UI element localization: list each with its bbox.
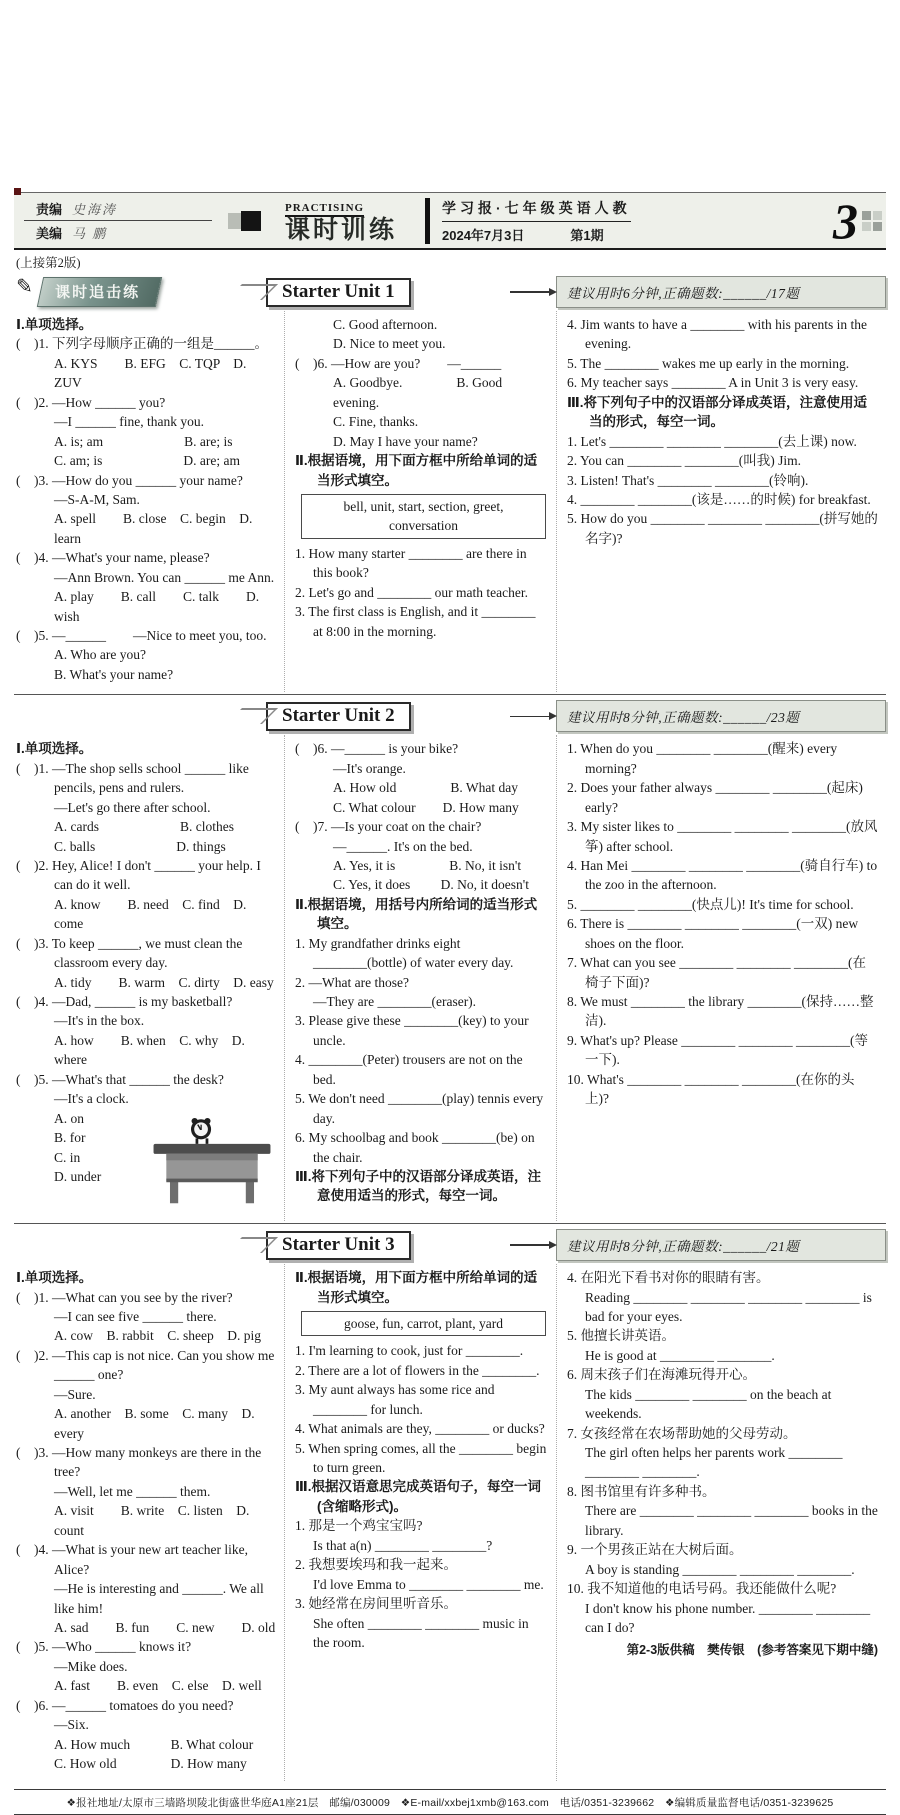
options-line: A. How old B. What day (333, 780, 518, 796)
fill-in-line: 5. The ________ wakes me up early in the morning. (567, 355, 850, 371)
unit3-column-2 (284, 1264, 556, 1781)
fill-in-line: I'd love Emma to ________ ________ me. (313, 1576, 544, 1592)
section-banner-unit-3: Starter Unit 3 (266, 1231, 411, 1260)
section-starter-unit-1 (14, 311, 886, 692)
fill-in-line: 9. 一个男孩正站在大树后面。 (567, 1542, 743, 1558)
options-line: A. tidy B. warm C. dirty D. easy (54, 974, 274, 990)
unit1-column-3 (556, 311, 886, 692)
answer-line: —Ann Brown. You can ______ me Ann. (54, 569, 275, 585)
pointer-arrow-icon (510, 1244, 550, 1246)
options-line: C. Yes, it does D. No, it doesn't (333, 877, 529, 893)
section-head-unit-2 (14, 694, 886, 735)
section-starter-unit-3 (14, 1264, 886, 1781)
answer-line: —I can see five ______ there. (54, 1308, 217, 1324)
options-line: C. Fine, thanks. (333, 414, 419, 430)
answer-line: —It's orange. (333, 760, 406, 776)
editors-block (18, 198, 218, 243)
fill-in-line: 3. Listen! That's ________ ________(铃响). (567, 472, 809, 488)
fill-in-line: 2. You can ________ ________(叫我) Jim. (567, 453, 802, 469)
options-line: A. cow B. rabbit C. sheep D. pig (54, 1328, 261, 1344)
page-content (14, 0, 886, 1815)
fill-in-line: The kids ________ ________ on the beach at weekends. (585, 1386, 835, 1422)
art-editor-name: 马 鹏 (72, 226, 108, 241)
fill-in-line: 8. We must ________ the library ________(保持……整洁). (567, 994, 874, 1029)
options-line: B. for (54, 1130, 86, 1146)
logo-squares-icon (228, 211, 261, 231)
question-line: ( )1. 下列字母顺序正确的一组是______。 (16, 336, 268, 352)
word-bank: bell, unit, start, section, greet, conversation (301, 494, 546, 539)
fill-in-line: The girl often helps her parents work ________ ________ ________. (585, 1445, 846, 1480)
fill-in-line: 2. —What are those? (295, 974, 409, 990)
options-line: C. balls D. things (54, 838, 226, 854)
fill-in-line: 6. 周末孩子们在海滩玩得开心。 (567, 1367, 756, 1383)
column-title-block (285, 198, 397, 243)
fill-in-line: 5. ________ ________(快点儿)! It's time for school. (567, 896, 854, 912)
fill-in-line: 10. What's ________ ________ ________(在你的头上)? (567, 1071, 855, 1107)
question-line: ( )3. To keep ______, we must clean the classroom every day. (16, 935, 246, 971)
answer-line: —Well, let me ______ them. (54, 1483, 211, 1499)
fill-in-line: 4. Jim wants to have a ________ with his parents in the evening. (567, 317, 871, 352)
question-line: ( )2. —This cap is not nice. Can you show me ______ one? (16, 1347, 278, 1383)
time-suggestion-box-unit-1: 建议用时6分钟,正确题数:______/17题 (556, 276, 886, 308)
exercise-heading: Ⅱ.根据语境，用下面方框中所给单词的适当形式填空。 (295, 453, 538, 488)
answer-line: —Let's go there after school. (54, 799, 211, 815)
answer-line: —S-A-M, Sam. (54, 491, 140, 507)
issue-row (442, 222, 631, 244)
banner-wrap (266, 1231, 556, 1260)
answer-line: —It's a clock. (54, 1091, 129, 1107)
credit-line: 第2-3版供稿 樊传银 (参考答案见下期中缝) (626, 1643, 878, 1658)
fill-in-line: I don't know his phone number. ________ ________ can I do? (585, 1600, 874, 1635)
fill-in-line: —They are ________(eraser). (313, 994, 477, 1009)
unit2-column-2 (284, 735, 556, 1221)
section-starter-unit-2 (14, 735, 886, 1221)
answer-line: —______. It's on the bed. (333, 838, 473, 854)
fill-in-line: 2. Does your father always ________ ________(起床) early? (567, 780, 867, 815)
exercise-heading: Ⅰ.单项选择。 (16, 1270, 93, 1286)
fill-in-line: 1. I'm learning to cook, just for ________. (295, 1343, 524, 1359)
fill-in-line: 8. 图书馆里有许多种书。 (567, 1483, 716, 1499)
question-line: ( )2. —How ______ you? (16, 394, 166, 410)
fill-in-line: 1. 那是一个鸡宝宝吗? (295, 1518, 423, 1534)
word-bank: goose, fun, carrot, plant, yard (301, 1311, 546, 1336)
answer-line: —Six. (54, 1717, 89, 1733)
question-line: ( )3. —How do you ______ your name? (16, 472, 243, 488)
fill-in-line: 3. Please give these ________(key) to your uncle. (295, 1013, 532, 1048)
pointer-arrow-icon (510, 716, 550, 718)
paper-title: 学习报·七年级英语人教 (442, 198, 631, 222)
options-line: A. sad B. fun C. new D. old (54, 1619, 276, 1635)
section-head-unit-3 (14, 1223, 886, 1264)
duty-editor-label: 责编 (36, 202, 63, 217)
fill-in-line: 1. Let's ________ ________ ________(去上课) now. (567, 433, 857, 449)
answer-line: —It's in the box. (54, 1013, 145, 1029)
unit1-column-1 (14, 311, 284, 692)
fill-in-line: She often ________ ________ music in the room. (313, 1615, 532, 1650)
fill-in-line: 6. My schoolbag and book ________(be) on the chair. (295, 1130, 538, 1165)
exercise-heading: Ⅲ.根据汉语意思完成英语句子，每空一词(含缩略形式)。 (295, 1479, 542, 1514)
exercise-heading: Ⅰ.单项选择。 (16, 317, 93, 332)
editor-divider (24, 220, 212, 221)
options-line: A. visit B. write C. listen D. count (54, 1503, 253, 1538)
question-line: ( )5. —______ —Nice to meet you, too. (16, 628, 267, 643)
question-line: ( )7. —Is your coat on the chair? (295, 819, 482, 835)
options-line: A. How much B. What colour (54, 1736, 254, 1752)
duty-editor-name: 史海涛 (72, 202, 118, 217)
section-banner-unit-1: Starter Unit 1 (266, 278, 411, 307)
fill-in-line: Reading ________ ________ ________ ________ is bad for your eyes. (585, 1289, 876, 1324)
fill-in-line: 3. My aunt always has some rice and ________ for lunch. (295, 1382, 498, 1417)
fill-in-line: 3. 她经常在房间里听音乐。 (295, 1596, 457, 1612)
options-line: A. how B. when C. why D. where (54, 1032, 249, 1068)
masthead (14, 192, 886, 250)
fill-in-line: 1. When do you ________ ________(醒来) every morning? (567, 741, 841, 776)
question-line: ( )3. —How many monkeys are there in the tree? (16, 1445, 265, 1480)
fill-in-line: 5. When spring comes, all the ________ begin to turn green. (295, 1440, 550, 1475)
options-line: A. is; am B. are; is (54, 433, 233, 449)
options-line: A. another B. some C. many D. every (54, 1406, 258, 1441)
options-line: A. Yes, it is B. No, it isn't (333, 857, 522, 873)
footer-contact-line: ❖报社地址/太原市三墙路坝陵北街盛世华庭A1座21层 邮编/030009 ❖E-mail/xxbej1xmb@163.com 电话/0351-3239662 ❖编辑质量监督电话/0351-3239625 (14, 1789, 886, 1815)
fill-in-line: 10. 我不知道他的电话号码。我还能做什么呢? (567, 1581, 837, 1597)
pencil-icon: ✎ (16, 276, 35, 298)
fill-in-line: 4. Han Mei ________ ________ ________(骑自行车) to the zoo in the afternoon. (567, 857, 881, 893)
exercise-heading: Ⅲ.将下列句子中的汉语部分译成英语，注意使用适当的形式，每空一词。 (295, 1168, 542, 1204)
art-editor-row (18, 222, 218, 243)
question-line: ( )4. —What's your name, please? (16, 550, 210, 566)
unit3-column-1 (14, 1264, 284, 1781)
fill-in-line: 6. There is ________ ________ ________(一双) new shoes on the floor. (567, 916, 862, 951)
unit3-column-3 (556, 1264, 886, 1781)
fill-in-line: There are ________ ________ ________ books in the library. (585, 1503, 882, 1538)
art-editor-label: 美编 (36, 226, 63, 241)
options-line: D. Nice to meet you. (333, 336, 446, 352)
desk-clock-illustration (148, 1111, 276, 1211)
options-line: A. play B. call C. talk D. wish (54, 589, 263, 624)
page-number-block (641, 192, 882, 249)
answer-line: —I ______ fine, thank you. (54, 414, 204, 430)
unit1-column-2 (284, 311, 556, 692)
fill-in-line: 3. The first class is English, and it ________ at 8:00 in the morning. (295, 604, 539, 639)
banner-wrap (266, 278, 556, 307)
question-line: ( )1. —The shop sells school ______ like pencils, pens and rulers. (16, 760, 253, 796)
fill-in-line: 6. My teacher says ________ A in Unit 3 is very easy. (567, 375, 859, 391)
fill-in-line: 5. 他擅长讲英语。 (567, 1328, 675, 1344)
fill-in-line: 2. Let's go and ________ our math teacher. (295, 584, 529, 600)
question-line: ( )2. Hey, Alice! I don't ______ your help. I can do it well. (16, 857, 265, 893)
question-line: ( )1. —What can you see by the river? (16, 1289, 233, 1305)
answer-line: —Mike does. (54, 1658, 128, 1674)
options-line: A. on (54, 1110, 84, 1126)
unit2-column-1 (14, 735, 284, 1221)
fill-in-line: 4. What animals are they, ________ or ducks? (295, 1421, 545, 1437)
page-number: 3 (833, 192, 858, 249)
fill-in-line: A boy is standing ________ ________ ________. (585, 1561, 855, 1577)
fill-in-line: Is that a(n) ________ ________? (313, 1537, 493, 1553)
time-suggestion-box-unit-3: 建议用时8分钟,正确题数:______/21题 (556, 1229, 886, 1261)
issue-number: 第1期 (570, 227, 604, 243)
question-line: ( )6. —How are you? —______ (295, 355, 502, 371)
fill-in-line: 5. How do you ________ ________ ________(拼写她的名字)? (567, 511, 878, 546)
fill-in-line: 7. What can you see ________ ________ ________(在椅子下面)? (567, 955, 866, 990)
exercise-heading: Ⅱ.根据语境，用下面方框中所给单词的适当形式填空。 (295, 1270, 538, 1305)
answer-line: —Sure. (54, 1386, 96, 1402)
fill-in-line: 4. ________ ________(该是……的时候) for breakfast. (567, 491, 871, 507)
lesson-badge (16, 276, 162, 307)
badge-label: 课时追击练 (55, 284, 141, 301)
checker-decoration-icon (862, 211, 882, 231)
options-line: A. know B. need C. find D. come (54, 896, 250, 932)
options-line: C. What colour D. How many (333, 799, 519, 815)
badge-cell (14, 277, 266, 307)
practising-label: PRACTISING (285, 202, 364, 217)
options-line: C. am; is D. are; am (54, 453, 240, 469)
desk-clock-drawing (148, 1111, 276, 1206)
fill-in-line: 4. 在阳光下看书对你的眼睛有害。 (567, 1270, 770, 1286)
exercise-heading: Ⅰ.单项选择。 (16, 741, 93, 757)
banner-wrap (266, 702, 556, 731)
fill-in-line: 1. My grandfather drinks eight ________(bottle) of water every day. (295, 935, 514, 971)
fill-in-line: 4. ________(Peter) trousers are not on the bed. (295, 1052, 526, 1087)
pointer-arrow-icon (510, 291, 550, 293)
section-banner-unit-2: Starter Unit 2 (266, 702, 411, 731)
fill-in-line: He is good at ________ ________. (585, 1347, 775, 1363)
options-line: D. under (54, 1168, 102, 1184)
section-head-unit-1 (14, 273, 886, 311)
question-line: ( )4. —Dad, ______ is my basketball? (16, 994, 233, 1009)
corner-mark (14, 188, 21, 195)
issue-date: 2024年7月3日 (442, 227, 525, 243)
options-line: A. Goodbye. B. Good evening. (333, 375, 506, 410)
question-line: ( )5. —Who ______ knows it? (16, 1639, 192, 1655)
question-line: ( )6. —______ is your bike? (295, 741, 459, 757)
options-line: A. Who are you? (54, 647, 146, 663)
options-line: C. in (54, 1149, 81, 1165)
fill-in-line: 2. 我想要埃玛和我一起来。 (295, 1557, 457, 1573)
fill-in-line: 9. What's up? Please ________ ________ ________(等一下). (567, 1032, 869, 1068)
answer-line: —He is interesting and ______. We all like him! (54, 1581, 268, 1616)
options-line: A. KYS B. EFG C. TQP D. ZUV (54, 355, 250, 391)
options-line: C. Good afternoon. (333, 317, 438, 332)
time-suggestion-box-unit-2: 建议用时8分钟,正确题数:______/23题 (556, 700, 886, 732)
continued-note: (上接第2版) (16, 256, 81, 270)
exercise-heading: Ⅲ.将下列句子中的汉语部分译成英语，注意使用适当的形式，每空一词。 (567, 394, 868, 430)
options-line: B. What's your name? (54, 666, 174, 682)
duty-editor-row (18, 198, 218, 219)
fill-in-line: 2. There are a lot of flowers in the ________. (295, 1362, 540, 1378)
options-line: A. cards B. clothes (54, 819, 234, 835)
question-line: ( )5. —What's that ______ the desk? (16, 1071, 224, 1087)
fill-in-line: 3. My sister likes to ________ ________ ________(放风筝) after school. (567, 819, 878, 854)
fill-in-line: 1. How many starter ________ are there in this book? (295, 545, 531, 581)
options-line: A. fast B. even C. else D. well (54, 1678, 262, 1694)
options-line: A. spell B. close C. begin D. learn (54, 511, 256, 546)
column-title: 课时训练 (285, 215, 398, 244)
question-line: ( )6. —______ tomatoes do you need? (16, 1697, 234, 1713)
fill-in-line: 5. We don't need ________(play) tennis every day. (295, 1091, 547, 1126)
options-line: C. How old D. How many (54, 1756, 247, 1771)
unit2-column-3 (556, 735, 886, 1221)
fill-in-line: 7. 女孩经常在农场帮助她的父母劳动。 (567, 1425, 797, 1441)
question-line: ( )4. —What is your new art teacher like, Alice? (16, 1542, 251, 1577)
issue-info-box (425, 198, 631, 244)
exercise-heading: Ⅱ.根据语境，用括号内所给词的适当形式填空。 (295, 896, 538, 932)
options-line: D. May I have your name? (333, 433, 478, 449)
